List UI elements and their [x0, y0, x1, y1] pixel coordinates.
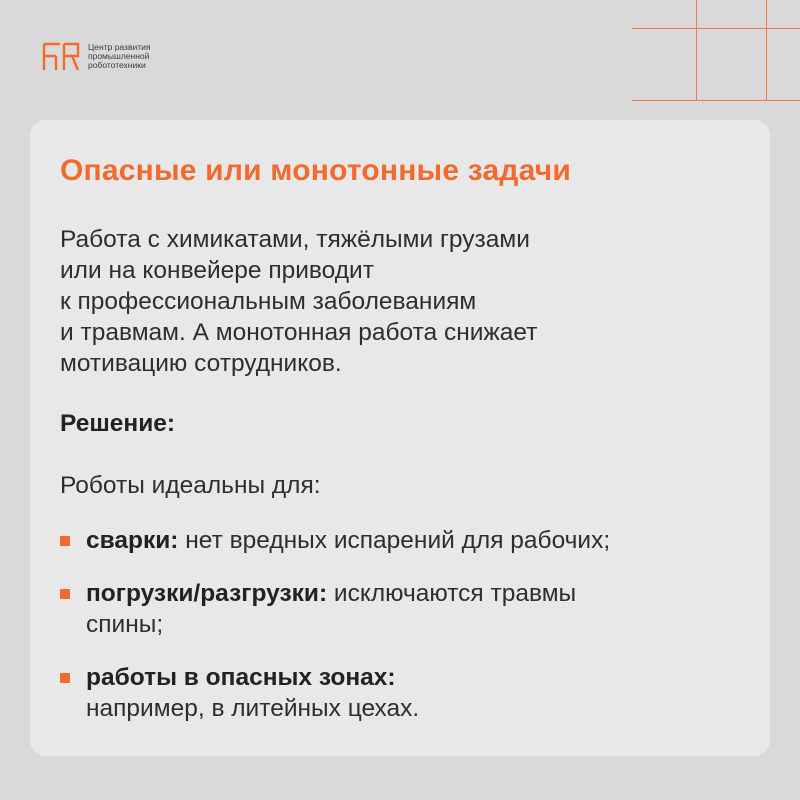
decor-line	[632, 28, 800, 29]
logo	[42, 40, 168, 72]
logo-text: Центр развития промышленной робототехники	[88, 41, 151, 70]
decor-line	[632, 100, 800, 101]
intro-paragraph: Работа с химикатами, тяжёлыми грузами или на конвейере приводит к профессиональным заболеваниям и травмам. А монотонная работа снижает мотивацию сотрудников.	[60, 226, 538, 377]
list-item: погрузки/разгрузки: исключаются травмы спины;	[60, 578, 750, 640]
bullet-square-icon	[60, 673, 70, 683]
solution-heading: Решение:	[60, 410, 176, 437]
decor-line	[766, 0, 767, 100]
decor-line	[696, 0, 697, 100]
list-item: работы в опасных зонах: например, в литейных цехах.	[60, 662, 750, 724]
lead-text: Роботы идеальны для:	[60, 472, 321, 499]
content-card	[30, 120, 770, 756]
bullet-square-icon	[60, 589, 70, 599]
card-title: Опасные или монотонные задачи	[60, 154, 572, 187]
use-case-list	[60, 525, 750, 746]
list-item: сварки: нет вредных испарений для рабочих;	[60, 525, 750, 556]
logo-mark-icon	[42, 40, 82, 72]
bullet-square-icon	[60, 536, 70, 546]
